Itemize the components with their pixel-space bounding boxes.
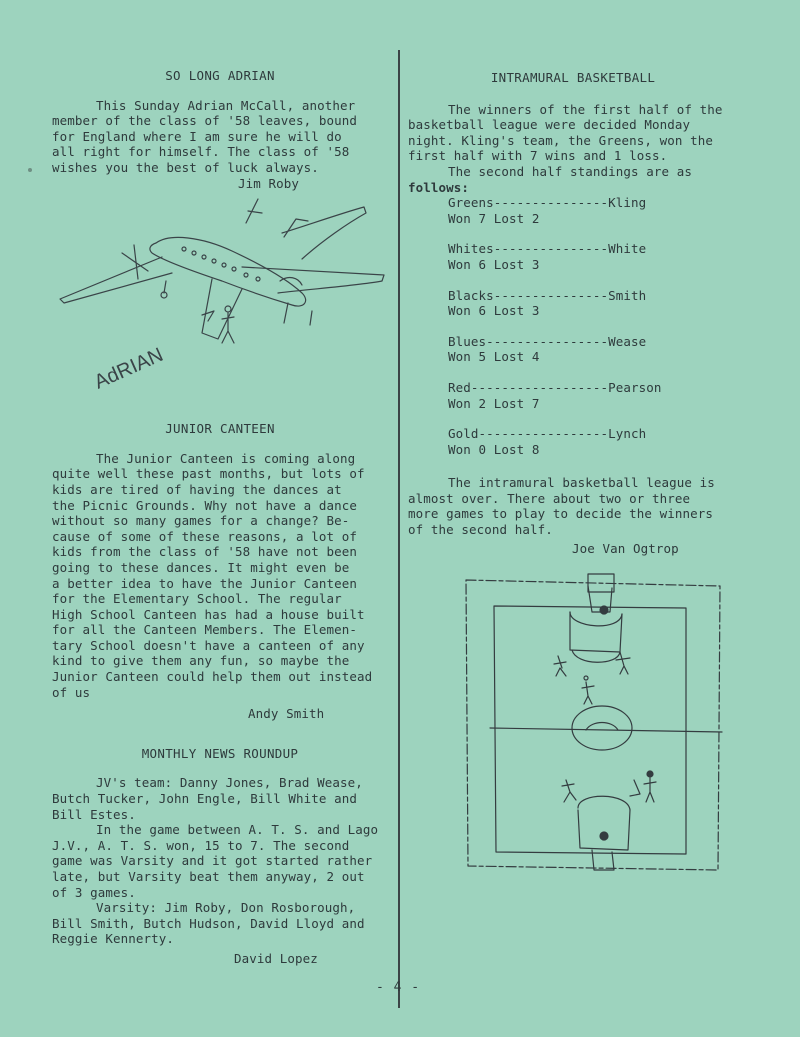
team-captain: Smith [608, 287, 647, 303]
standings-list [408, 195, 738, 457]
team-captain: Lynch [608, 426, 647, 442]
page-number: - 4 - [376, 980, 421, 995]
team-dashes: ------------------ [470, 379, 609, 395]
adrian-article [52, 98, 388, 192]
canteen-article [52, 451, 388, 722]
team-record: Won 0 Lost 8 [448, 441, 540, 457]
team-name: Red [448, 379, 471, 395]
intro-line: basketball league were decided Monday [408, 117, 691, 133]
canteen-line: for all the Canteen Members. The Elemen- [52, 622, 358, 638]
canteen-line: quite well these past months, but lots of [52, 466, 365, 482]
roundup-line: game was Varsity and it got started rather [52, 853, 373, 869]
team-dashes: ----------------- [478, 426, 609, 442]
team-dashes: ---------------- [486, 333, 609, 349]
roundup-line: Bill Smith, Butch Hudson, David Lloyd and [52, 915, 365, 931]
roundup-line: Reggie Kennerty. [52, 931, 175, 947]
intro-line: night. Kling's team, the Greens, won the [408, 132, 714, 148]
team-record: Won 6 Lost 3 [448, 256, 540, 272]
closing-line: almost over. There about two or three [408, 490, 691, 506]
standing-team-line [448, 426, 738, 442]
column-divider [398, 50, 400, 1008]
standing-entry [448, 241, 738, 272]
basketball-heading: INTRAMURAL BASKETBALL [490, 70, 656, 85]
roundup-line: JV's team: Danny Jones, Brad Wease, [96, 775, 363, 791]
standing-team-line [448, 380, 738, 396]
basketball-intro [408, 102, 738, 196]
canteen-line: kids from the class of '58 have not been [52, 544, 358, 560]
left-column [52, 68, 388, 967]
team-name: Whites [448, 241, 494, 257]
team-dashes: --------------- [493, 287, 609, 303]
right-column [408, 70, 738, 880]
team-dashes: --------------- [493, 241, 609, 257]
basketball-closing [408, 475, 738, 556]
canteen-line: the Picnic Grounds. Why not have a dance [52, 497, 358, 513]
roundup-article [52, 775, 388, 966]
roundup-line: Butch Tucker, John Engle, Bill White and [52, 791, 358, 807]
standing-entry [448, 426, 738, 457]
canteen-line: for the Elementary School. The regular [52, 591, 342, 607]
roundup-line: In the game between A. T. S. and Lago [96, 822, 379, 838]
canteen-author: Andy Smith [248, 706, 325, 722]
team-record: Won 5 Lost 4 [448, 349, 540, 365]
standing-team-line [448, 288, 738, 304]
canteen-line: without so many games for a change? Be- [52, 513, 350, 529]
roundup-line: late, but Varsity beat them anyway, 2 out [52, 869, 365, 884]
basketball-court-drawing [460, 570, 730, 880]
canteen-line: a better idea to have the Junior Canteen [52, 575, 358, 591]
canteen-line: High School Canteen has had a house built [52, 606, 365, 622]
basketball-author: Joe Van Ogtrop [572, 540, 679, 556]
team-dashes: --------------- [493, 195, 609, 211]
roundup-line: J.V., A. T. S. won, 15 to 7. The second [52, 837, 350, 853]
intro-line: The winners of the first half of the [448, 101, 723, 117]
closing-line: The intramural basketball league is [448, 475, 715, 491]
team-captain: Wease [608, 333, 647, 349]
airplane-signature: AdRIAN [91, 343, 167, 394]
standing-entry [448, 334, 738, 365]
team-name: Greens [448, 195, 494, 211]
canteen-line: The Junior Canteen is coming along [96, 450, 356, 466]
binder-hole-mark [28, 168, 32, 172]
roundup-heading: MONTHLY NEWS ROUNDUP [141, 745, 299, 761]
adrian-line: member of the class of '58 leaves, bound [52, 113, 358, 129]
adrian-line: all right for himself. The class of '58 [52, 144, 350, 160]
team-record: Won 2 Lost 7 [448, 395, 540, 411]
team-captain: White [608, 241, 647, 257]
canteen-line: kind to give them any fun, so maybe the [52, 653, 350, 669]
standing-team-line [448, 241, 738, 257]
team-record: Won 6 Lost 3 [448, 303, 540, 319]
canteen-heading: JUNIOR CANTEEN [165, 421, 275, 437]
adrian-line: for England where I am sure he will do [52, 128, 342, 144]
canteen-line: of us [52, 684, 91, 700]
roundup-line: Bill Estes. [52, 806, 136, 822]
team-name: Blacks [448, 287, 494, 303]
team-record: Won 7 Lost 2 [448, 210, 540, 226]
canteen-line: cause of some of these reasons, a lot of [52, 528, 358, 544]
standing-entry [448, 380, 738, 411]
adrian-line: This Sunday Adrian McCall, another [96, 97, 356, 113]
roundup-author: David Lopez [234, 950, 318, 966]
canteen-line: Junior Canteen could help them out instead [52, 669, 373, 685]
canteen-line: tary School doesn't have a canteen of any [52, 637, 365, 653]
adrian-heading: SO LONG ADRIAN [165, 68, 275, 83]
adrian-author: Jim Roby [238, 175, 300, 191]
team-captain: Kling [608, 195, 647, 211]
canteen-line: kids are tired of having the dances at [52, 481, 342, 497]
roundup-line: Varsity: Jim Roby, Don Rosborough, [96, 900, 356, 916]
team-name: Gold [448, 426, 479, 442]
closing-line: of the second half. [408, 522, 553, 538]
team-name: Blues [448, 333, 487, 349]
adrian-line: wishes you the best of luck always. [52, 159, 319, 175]
closing-line: more games to play to decide the winners [408, 506, 714, 522]
intro-line: first half with 7 wins and 1 loss. [408, 148, 668, 164]
canteen-line: going to these dances. It might even be [52, 559, 350, 575]
standing-team-line [448, 195, 738, 211]
roundup-line: of 3 games. [52, 884, 136, 900]
team-captain: Pearson [608, 379, 662, 395]
intro-line: follows: [408, 179, 470, 195]
intro-line: The second half standings are as [448, 163, 693, 179]
airplane-drawing [52, 193, 388, 423]
standing-team-line [448, 334, 738, 350]
standing-entry [448, 195, 738, 226]
standing-entry [448, 288, 738, 319]
